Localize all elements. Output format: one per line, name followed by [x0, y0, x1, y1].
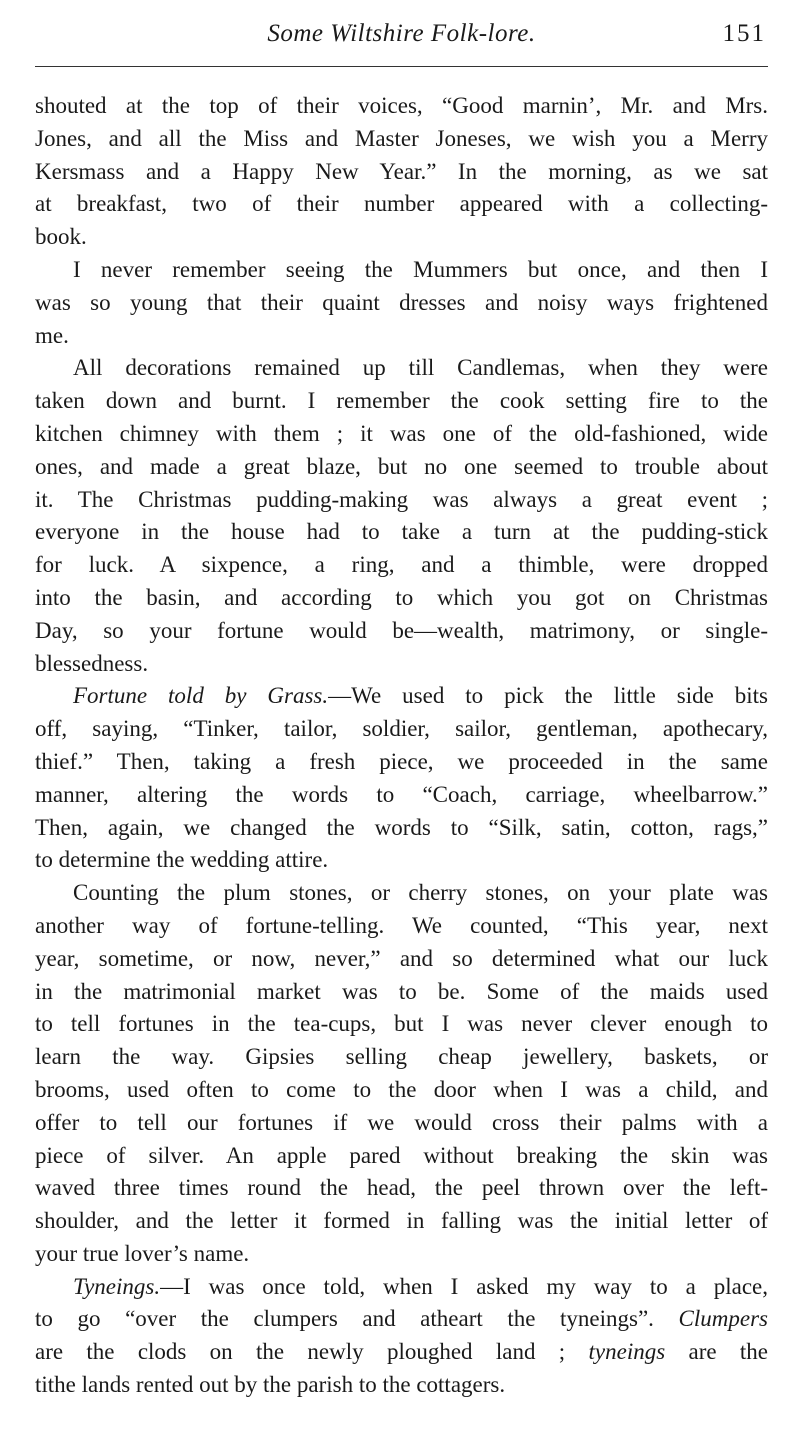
text-line [35, 385, 768, 418]
text-line [35, 1172, 768, 1205]
text-line [35, 1238, 768, 1271]
text-line [35, 418, 768, 451]
text-segment: thief.” Then, taking a fresh piece, we proceeded in the same [35, 748, 768, 774]
text-line [35, 943, 768, 976]
text-line [35, 976, 768, 1009]
text-segment: was so young that their quaint dresses and noisy ways frightened [35, 289, 768, 315]
text-segment: Jones, and all the Miss and Master Joneses, we wish you a Merry [35, 125, 768, 151]
text-segment: Kersmass and a Happy New Year.” In the morning, as we sat [35, 158, 768, 184]
text-segment: off, saying, “Tinker, tailor, soldier, sailor, gentleman, apothecary, [35, 716, 768, 742]
text-line [35, 320, 768, 353]
text-segment: Then, again, we changed the words to “Silk, satin, cotton, rags,” [35, 814, 768, 840]
paragraph [35, 352, 768, 680]
text-segment: manner, altering the words to “Coach, carriage, wheelbarrow.” [35, 781, 768, 807]
header-rule [35, 66, 768, 67]
text-segment: blessedness. [35, 650, 149, 676]
text-line [35, 1369, 768, 1402]
text-segment: I never remember seeing the Mummers but once, and then I [73, 256, 768, 282]
paragraph [35, 877, 768, 1271]
text-segment: everyone in the house had to take a turn at the pudding-stick [35, 519, 768, 545]
text-segment: into the basin, and according to which you got on Christmas [35, 584, 768, 610]
text-line [35, 516, 768, 549]
text-segment: learn the way. Gipsies selling cheap jewellery, baskets, or [35, 1044, 768, 1070]
running-title: Some Wiltshire Folk-lore. [267, 20, 536, 47]
text-line [35, 188, 768, 221]
body-text [35, 90, 768, 1402]
text-line [35, 1074, 768, 1107]
text-line [35, 451, 768, 484]
text-segment: in the matrimonial market was to be. Some of the maids used [35, 978, 768, 1004]
text-segment: for luck. A sixpence, a ring, and a thimble, were dropped [35, 552, 768, 578]
text-segment: —I was once told, when I asked my way to a place, [160, 1273, 768, 1299]
text-line [35, 844, 768, 877]
text-segment: waved three times round the head, the peel thrown over the left- [35, 1175, 768, 1201]
text-segment: to go “over the clumpers and atheart the tyneings”. [35, 1306, 679, 1332]
text-line [35, 484, 768, 517]
text-segment: piece of silver. An apple pared without breaking the skin was [35, 1142, 768, 1168]
text-segment: —We used to pick the little side bits [328, 683, 768, 709]
italic-text: Fortune told by Grass. [73, 683, 329, 709]
text-segment: are the clods on the newly ploughed land ; [35, 1339, 589, 1365]
paragraph [35, 90, 768, 254]
text-segment: year, sometime, or now, never,” and so determined what our luck [35, 945, 768, 971]
text-segment: are the [665, 1339, 768, 1365]
text-segment: brooms, used often to come to the door when I was a child, and [35, 1076, 768, 1102]
paragraph [35, 254, 768, 352]
text-line [35, 1303, 768, 1336]
text-line [35, 877, 768, 910]
text-line [35, 1107, 768, 1140]
text-segment: taken down and burnt. I remember the cook setting fire to the [35, 388, 768, 414]
text-line [35, 156, 768, 189]
text-line [35, 221, 768, 254]
text-line [35, 713, 768, 746]
text-line [35, 254, 768, 287]
text-segment: shoulder, and the letter it formed in falling was the initial letter of [35, 1208, 768, 1234]
text-line [35, 648, 768, 681]
text-segment: book. [35, 224, 87, 250]
text-line [35, 352, 768, 385]
text-line [35, 1336, 768, 1369]
text-segment: it. The Christmas pudding-making was always a great event ; [35, 486, 768, 512]
text-segment: ones, and made a great blaze, but no one seemed to trouble about [35, 453, 768, 479]
text-line [35, 1140, 768, 1173]
text-line [35, 615, 768, 648]
text-line [35, 287, 768, 320]
text-segment: All decorations remained up till Candlemas, when they were [73, 355, 768, 381]
text-line [35, 1041, 768, 1074]
page-header [35, 20, 768, 56]
text-segment: your true lover’s name. [35, 1240, 250, 1266]
text-segment: kitchen chimney with them ; it was one of the old-fashioned, wide [35, 420, 768, 446]
italic-text: Clumpers [678, 1306, 768, 1332]
text-line [35, 910, 768, 943]
paragraph [35, 1271, 768, 1402]
text-segment: another way of fortune-telling. We counted, “This year, next [35, 912, 768, 938]
text-segment: at breakfast, two of their number appeared with a collecting- [35, 191, 768, 217]
italic-text: tyneings [588, 1339, 666, 1365]
text-line [35, 549, 768, 582]
text-segment: to determine the wedding attire. [35, 847, 329, 873]
text-line [35, 812, 768, 845]
text-line [35, 90, 768, 123]
text-segment: Day, so your fortune would be—wealth, matrimony, or single- [35, 617, 768, 643]
text-line [35, 582, 768, 615]
text-line [35, 1008, 768, 1041]
text-line [35, 123, 768, 156]
text-line [35, 779, 768, 812]
text-line [35, 680, 768, 713]
italic-text: Tyneings. [73, 1273, 161, 1299]
page-number: 151 [722, 20, 766, 47]
paragraph [35, 680, 768, 877]
text-segment: shouted at the top of their voices, “Good marnin’, Mr. and Mrs. [35, 93, 768, 118]
text-segment: offer to tell our fortunes if we would cross their palms with a [35, 1109, 768, 1135]
text-line [35, 1205, 768, 1238]
text-segment: Counting the plum stones, or cherry stones, on your plate was [73, 880, 768, 906]
text-segment: to tell fortunes in the tea-cups, but I was never clever enough to [35, 1011, 768, 1037]
text-segment: tithe lands rented out by the parish to the cottagers. [35, 1372, 506, 1398]
text-line [35, 1271, 768, 1304]
text-line [35, 746, 768, 779]
text-segment: me. [35, 322, 69, 348]
